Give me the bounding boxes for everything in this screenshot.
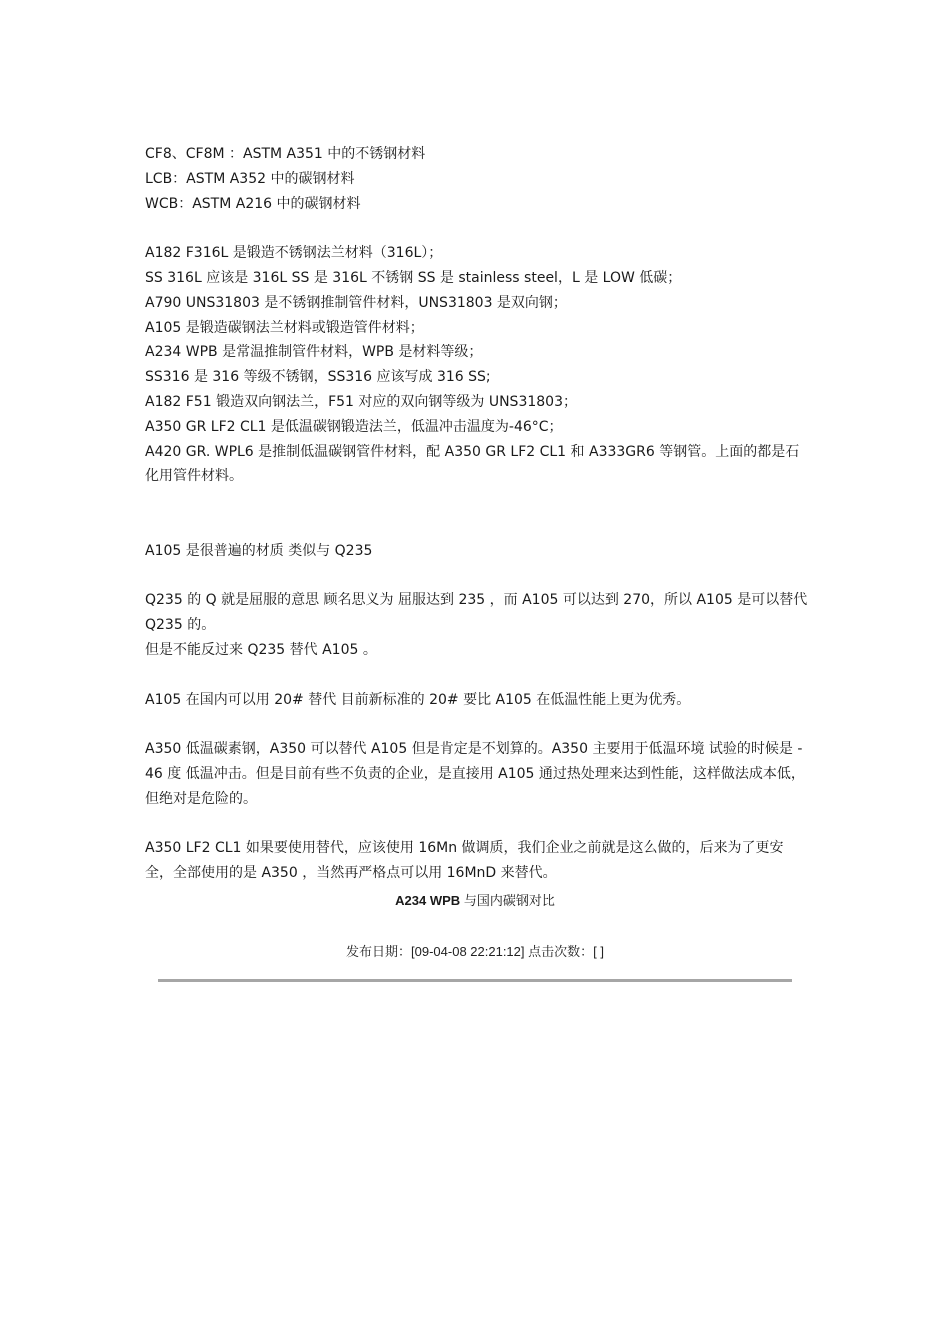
paragraph-lcb: LCB：ASTM A352 中的碳钢材料 [145, 170, 355, 187]
paragraph-a182-f51: A182 F51 锻造双向钢法兰，F51 对应的双向钢等级为 UNS31803； [145, 393, 577, 410]
paragraph-ss316l: SS 316L 应该是 316L SS 是 316L 不锈钢 SS 是 stainless steel，L 是 LOW 低碳； [145, 269, 682, 286]
paragraph-a350-low-temp: A350 低温碳素钢，A350 可以替代 A105 但是肯定是不划算的。A350 主要用于低温环境 试验的时候是 -46 度 低温冲击。但是目前有些不负责的企业，是直接用 A105 通过热处理来达到性能，这样做法成本低，但绝对是危险的。 [145, 741, 805, 807]
paragraph-a182-f316l: A182 F316L 是锻造不锈钢法兰材料（316L）； [145, 245, 443, 262]
paragraph-spacer [145, 216, 809, 241]
paragraph-a790: A790 UNS31803 是不锈钢推制管件材料，UNS31803 是双向钢； [145, 294, 567, 311]
paragraph-ss316: SS316 是 316 等级不锈钢，SS316 应该写成 316 SS; [145, 369, 491, 386]
horizontal-divider [158, 979, 792, 982]
document-body [145, 142, 809, 886]
paragraph-a420-wpl6: A420 GR. WPL6 是推制低温碳钢管件材料，配 A350 GR LF2 CL1 和 A333GR6 等钢管。上面的都是石化用管件材料。 [145, 443, 800, 485]
paragraph-a105-20: A105 在国内可以用 20# 替代 目前新标准的 20# 要比 A105 在低温性能上更为优秀。 [145, 691, 691, 708]
paragraph-spacer [145, 489, 809, 539]
paragraph-spacer [145, 812, 809, 837]
paragraph-cf8: CF8、CF8M ：ASTM A351 中的不锈钢材料 [145, 146, 426, 162]
paragraph-a350-lf2: A350 GR LF2 CL1 是低温碳钢锻造法兰，低温冲击温度为-46°C； [145, 418, 563, 435]
article-title-bold: A234 WPB [395, 893, 461, 908]
paragraph-a350-substitute: A350 LF2 CL1 如果要使用替代，应该使用 16Mn 做调质，我们企业之前就是这么做的，后来为了更安全，全部使用的是 A350 ，当然再严格点可以用 16MnD 来替代。 [145, 840, 784, 882]
paragraph-spacer [145, 712, 809, 737]
article-title-rest: 与国内碳钢对比 [460, 893, 555, 908]
paragraph-spacer [145, 564, 809, 589]
paragraph-wcb: WCB：ASTM A216 中的碳钢材料 [145, 195, 361, 212]
paragraph-a105-forged: A105 是锻造碳钢法兰材料或锻造管件材料； [145, 319, 424, 336]
article-title [0, 891, 950, 911]
paragraph-spacer [145, 663, 809, 688]
paragraph-q235-reverse: 但是不能反过来 Q235 替代 A105 。 [145, 641, 377, 658]
paragraph-a105-q235: A105 是很普遍的材质 类似与 Q235 [145, 542, 373, 559]
paragraph-a234-wpb: A234 WPB 是常温推制管件材料，WPB 是材料等级； [145, 344, 483, 361]
paragraph-q235-yield: Q235 的 Q 就是屈服的意思 顾名思义为 屈服达到 235 ，而 A105 可以达到 270，所以 A105 是可以替代 Q235 的。 [145, 592, 808, 634]
article-meta: 发布日期：[09-04-08 22:21:12] 点击次数：[ ] [346, 944, 604, 959]
